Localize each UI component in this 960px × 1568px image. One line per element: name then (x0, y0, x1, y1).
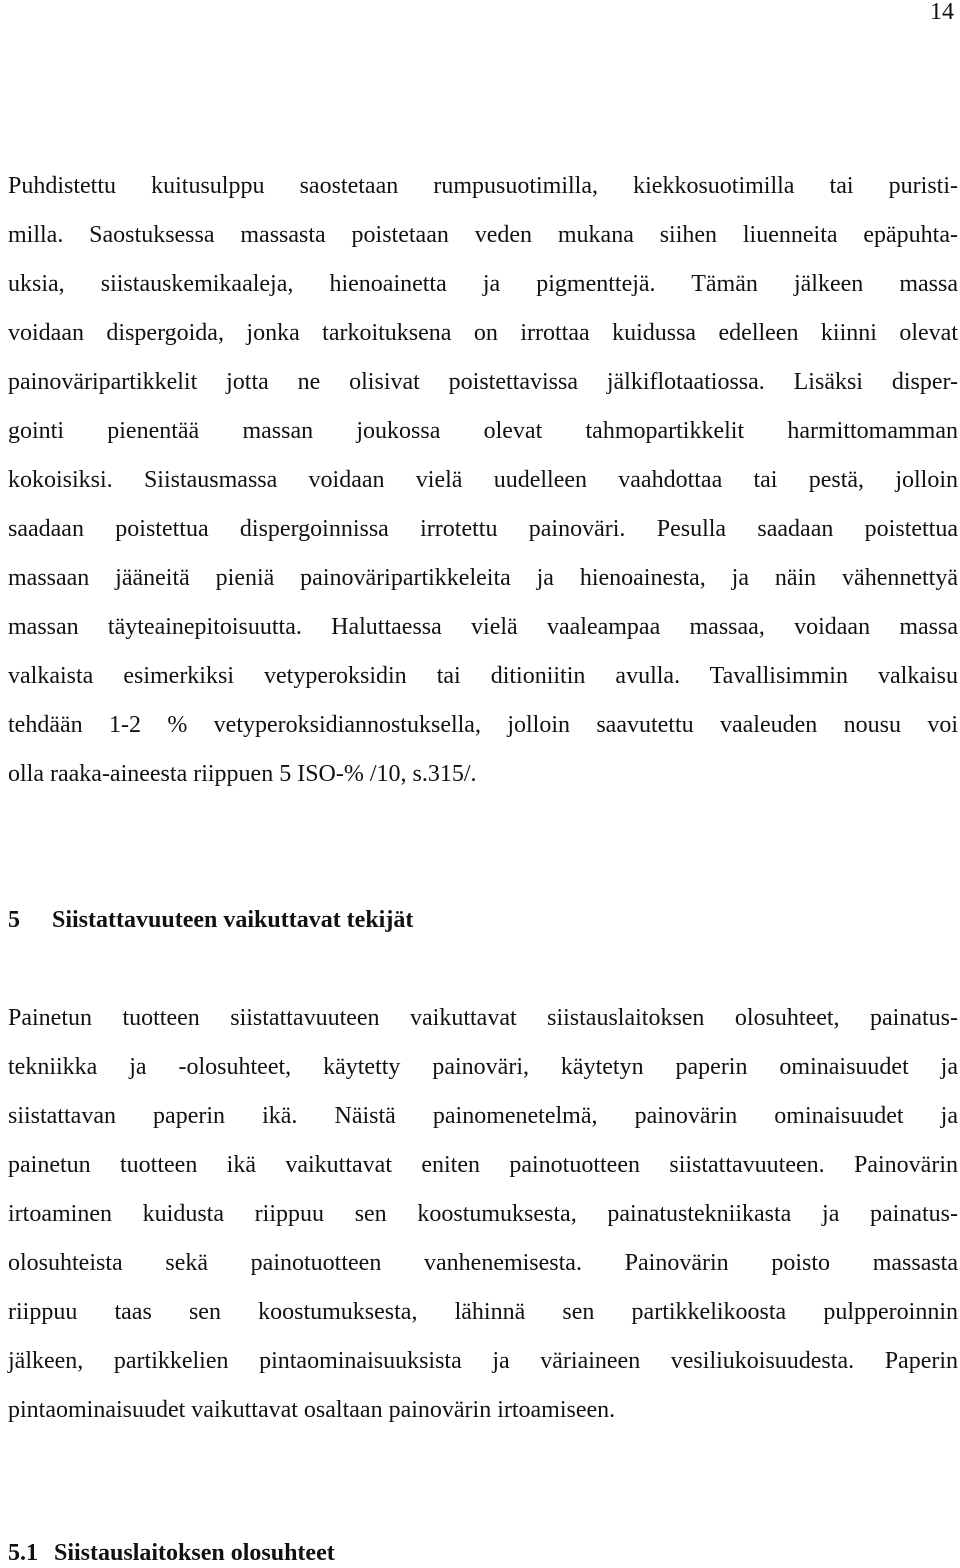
paragraph-line: voidaan dispergoida, jonka tarkoituksena on irrottaa kuidussa edelleen kiinni olevat (8, 320, 958, 346)
paragraph-line: irtoaminen kuidusta riippuu sen koostumuksesta, painatustekniikasta ja painatus- (8, 1201, 958, 1227)
paragraph-line: olla raaka-aineesta riippuen 5 ISO-% /10, s.315/. (8, 761, 477, 787)
paragraph-line: siistattavan paperin ikä. Näistä painomenetelmä, painovärin ominaisuudet ja (8, 1103, 958, 1129)
paragraph-line: kokoisiksi. Siistausmassa voidaan vielä uudelleen vaahdottaa tai pestä, jolloin (8, 467, 958, 493)
paragraph-line: pintaominaisuudet vaikuttavat osaltaan painovärin irtoamiseen. (8, 1397, 616, 1423)
paragraph-line: jälkeen, partikkelien pintaominaisuuksista ja väriaineen vesiliukoisuudesta. Paperin (8, 1348, 958, 1374)
subsection-number: 5.1 (8, 1540, 38, 1566)
subsection-heading (8, 1538, 335, 1568)
paragraph-line: uksia, siistauskemikaaleja, hienoainetta ja pigmenttejä. Tämän jälkeen massa (8, 271, 958, 297)
paragraph-line: painetun tuotteen ikä vaikuttavat eniten painotuotteen siistattavuuteen. Painovärin (8, 1152, 958, 1178)
paragraph-line: saadaan poistettua dispergoinnissa irrotettu painoväri. Pesulla saadaan poistettua (8, 516, 958, 542)
subsection-title: Siistauslaitoksen olosuhteet (54, 1540, 335, 1566)
paragraph-line: painoväripartikkelit jotta ne olisivat poistettavissa jälkiflotaatiossa. Lisäksi disper- (8, 369, 958, 395)
paragraph-line: riippuu taas sen koostumuksesta, lähinnä sen partikkelikoosta pulpperoinnin (8, 1299, 958, 1325)
paragraph-line: gointi pienentää massan joukossa olevat tahmopartikkelit harmittomamman (8, 418, 958, 444)
paragraph-line: tekniikka ja -olosuhteet, käytetty painoväri, käytetyn paperin ominaisuudet ja (8, 1054, 958, 1080)
paragraph-line: valkaista esimerkiksi vetyperoksidin tai ditioniitin avulla. Tavallisimmin valkaisu (8, 663, 958, 689)
paragraph-line: massaan jääneitä pieniä painoväripartikkeleita ja hienoainesta, ja näin vähennettyä (8, 565, 958, 591)
paragraph-line: Puhdistettu kuitusulppu saostetaan rumpusuotimilla, kiekkosuotimilla tai puristi- (8, 173, 958, 199)
paragraph-line: milla. Saostuksessa massasta poistetaan veden mukana siihen liuenneita epäpuhta- (8, 222, 958, 248)
paragraph-line: olosuhteista sekä painotuotteen vanhenemisesta. Painovärin poisto massasta (8, 1250, 958, 1276)
section-number: 5 (8, 907, 20, 933)
paragraph-line: massan täyteainepitoisuutta. Haluttaessa vielä vaaleampaa massaa, voidaan massa (8, 614, 958, 640)
section-heading (8, 905, 413, 935)
paragraph-line: Painetun tuotteen siistattavuuteen vaikuttavat siistauslaitoksen olosuhteet, painatus- (8, 1005, 958, 1031)
page-number: 14 (930, 0, 954, 25)
section-title: Siistattavuuteen vaikuttavat tekijät (52, 907, 414, 933)
paragraph-line: tehdään 1-2 % vetyperoksidiannostuksella, jolloin saavutettu vaaleuden nousu voi (8, 712, 958, 738)
